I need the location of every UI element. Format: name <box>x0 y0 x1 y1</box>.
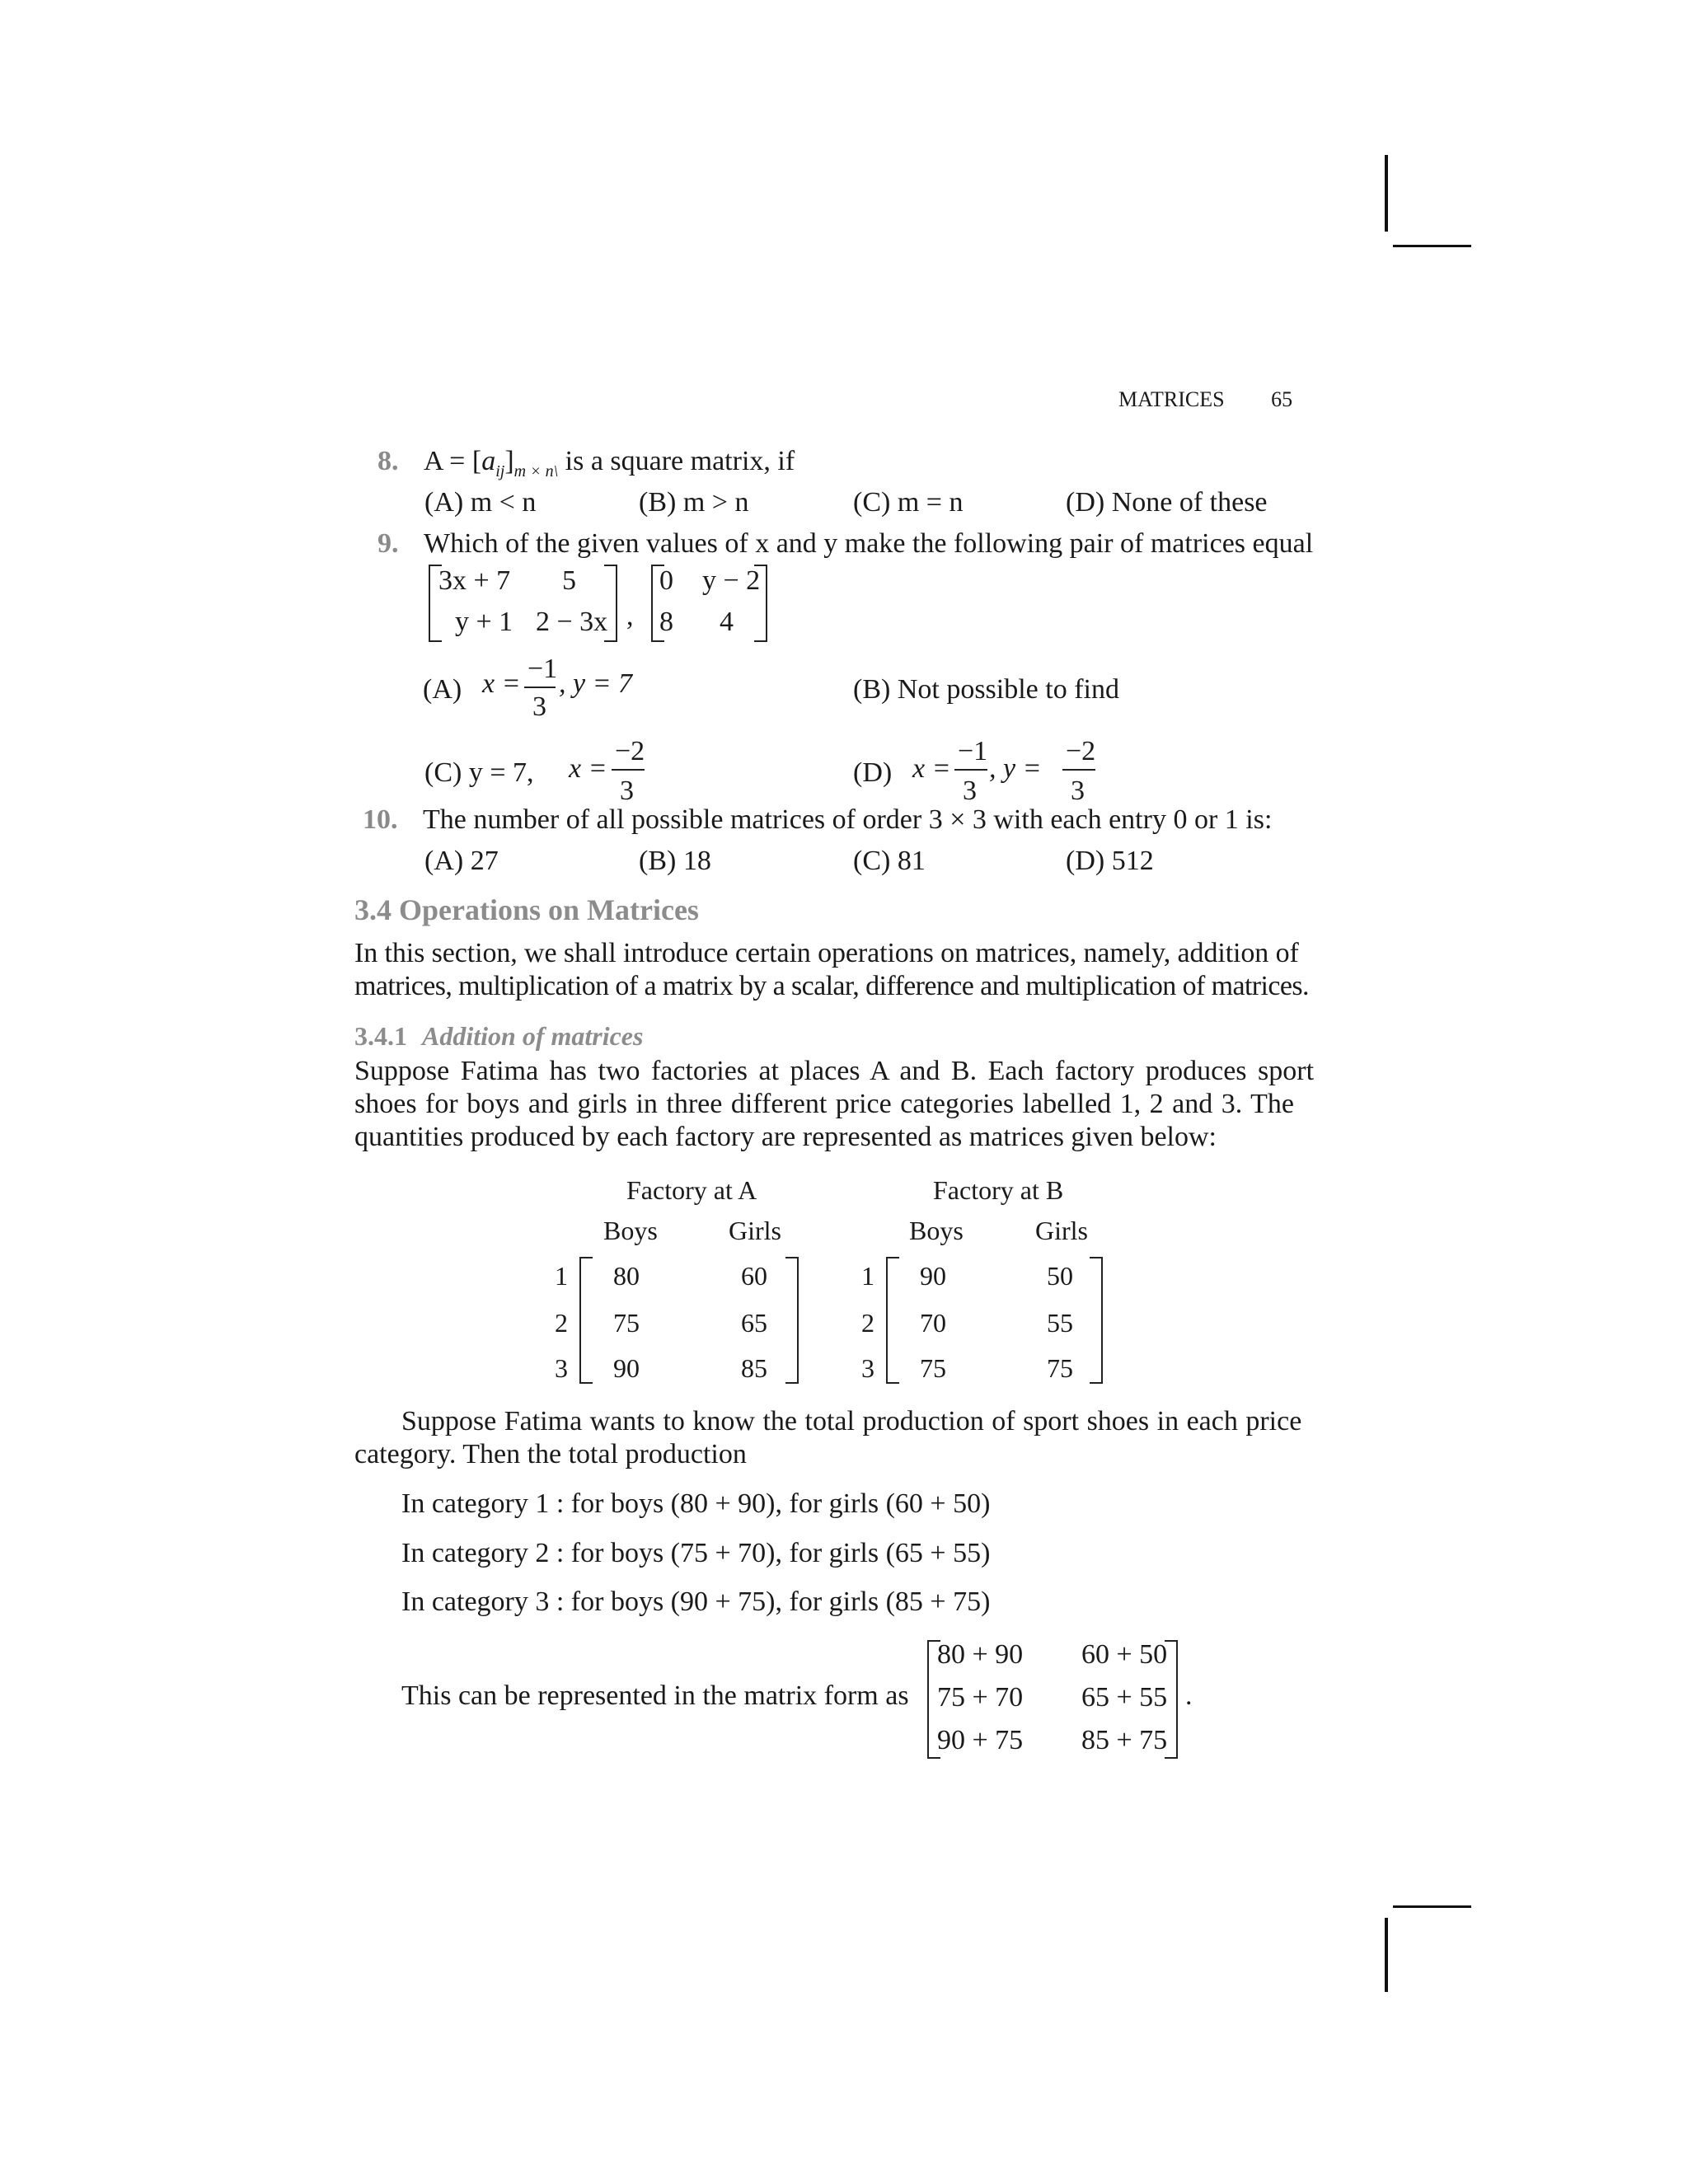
factory-a-title: Factory at A <box>626 1175 757 1205</box>
factory-b-title: Factory at B <box>933 1175 1064 1205</box>
factory-a-cell: 90 <box>613 1353 640 1383</box>
factory-a-cell: 80 <box>613 1261 640 1291</box>
factory-a-right-bracket <box>785 1257 799 1384</box>
factory-a-col-boys: Boys <box>603 1216 658 1245</box>
factory-a-left-bracket <box>579 1257 593 1384</box>
factory-b-cell: 75 <box>920 1353 946 1383</box>
matrix1-cell: 2 − 3x <box>536 607 608 637</box>
matrix1-right-bracket <box>604 565 617 642</box>
crop-mark-bottom-horizontal <box>1393 1905 1471 1908</box>
matrix-comma: , <box>626 601 634 631</box>
q9-option-d-label: (D) <box>853 757 893 788</box>
q8-option-b: (B) m > n <box>639 487 749 518</box>
section-intro-line: In this section, we shall introduce certain operations on matrices, namely, addition of <box>354 938 1299 968</box>
q10-option-c: (C) 81 <box>853 846 926 876</box>
q9-text: Which of the given values of x and y make the following pair of matrices equal <box>424 528 1314 559</box>
matrix1-cell: 3x + 7 <box>438 565 511 596</box>
factory-b-left-bracket <box>886 1257 899 1384</box>
q8-option-a: (A) m < n <box>424 487 537 518</box>
subsection-para-line: Suppose Fatima has two factories at places A and B. Each factory produces sport <box>354 1056 1315 1086</box>
crop-mark-top-horizontal <box>1393 245 1471 247</box>
matrix2-cell: 4 <box>720 607 734 637</box>
q9-option-c-label: (C) y = 7, <box>424 757 534 788</box>
sum-matrix-cell: 80 + 90 <box>937 1639 1024 1670</box>
q9-option-d-den2: 3 <box>1071 776 1085 806</box>
q10-option-b: (B) 18 <box>639 846 711 876</box>
q9-option-d-den1: 3 <box>963 776 977 806</box>
factory-a-row-label: 2 <box>555 1308 568 1338</box>
factory-b-row-label: 3 <box>861 1353 874 1383</box>
question-number: 8. <box>377 446 399 476</box>
q10-text: The number of all possible matrices of order 3 × 3 with each entry 0 or 1 is: <box>423 804 1273 835</box>
factory-a-cell: 65 <box>741 1308 767 1338</box>
matrix1-cell: 5 <box>562 565 576 596</box>
matrix2-cell: 0 <box>659 565 673 596</box>
sum-matrix-cell: 90 + 75 <box>937 1725 1024 1755</box>
matrix-form-period: . <box>1185 1680 1193 1711</box>
fraction-line <box>524 687 556 688</box>
factory-b-cell: 70 <box>920 1308 946 1338</box>
question-number: 10. <box>363 804 398 835</box>
q9-option-d-y: , y = <box>989 753 1042 784</box>
fraction-line <box>612 769 645 771</box>
q8-option-c: (C) m = n <box>853 487 964 518</box>
matrix-form-text: This can be represented in the matrix form as <box>401 1680 909 1711</box>
factory-b-cell: 50 <box>1047 1261 1073 1291</box>
factory-b-cell: 75 <box>1047 1353 1073 1383</box>
q9-option-c-den: 3 <box>620 776 634 806</box>
q10-option-d: (D) 512 <box>1066 846 1154 876</box>
subsection-para-line: quantities produced by each factory are represented as matrices given below: <box>354 1122 1217 1152</box>
q9-option-c-x: x = <box>569 753 607 784</box>
factory-b-col-girls: Girls <box>1035 1216 1088 1245</box>
q8-text-a: A = [ <box>424 446 482 476</box>
sum-matrix-cell: 85 + 75 <box>1081 1725 1168 1755</box>
factory-b-cell: 55 <box>1047 1308 1073 1338</box>
crop-mark-top-vertical <box>1385 155 1388 232</box>
factory-a-col-girls: Girls <box>729 1216 781 1245</box>
factory-a-cell: 60 <box>741 1261 767 1291</box>
q8-option-d: (D) None of these <box>1066 487 1268 518</box>
factory-b-row-label: 2 <box>861 1308 874 1338</box>
factory-a-row-label: 1 <box>555 1261 568 1291</box>
subsection-heading <box>354 1020 643 1052</box>
paragraph-line: category. Then the total production <box>354 1439 747 1469</box>
q10-option-a: (A) 27 <box>424 846 499 876</box>
subsection-title: Addition of matrices <box>422 1021 644 1051</box>
q9-option-d-x: x = <box>912 753 951 784</box>
category-line: In category 1 : for boys (80 + 90), for girls (60 + 50) <box>401 1488 991 1519</box>
q9-option-c-num: −2 <box>615 736 645 766</box>
factory-b-right-bracket <box>1090 1257 1103 1384</box>
sum-matrix-cell: 60 + 50 <box>1081 1639 1168 1670</box>
crop-mark-bottom-vertical <box>1385 1918 1388 1992</box>
factory-b-cell: 90 <box>920 1261 946 1291</box>
fraction-line <box>1062 769 1095 771</box>
factory-b-col-boys: Boys <box>909 1216 964 1245</box>
matrix2-cell: 8 <box>659 607 673 637</box>
matrix2-cell: y − 2 <box>702 565 761 596</box>
question-8 <box>377 445 795 488</box>
q9-option-a-x: x = <box>482 668 521 699</box>
question-number: 9. <box>377 528 399 559</box>
q8-sub-ij: ij <box>495 462 505 480</box>
subsection-number: 3.4.1 <box>354 1021 407 1051</box>
q9-option-a-label: (A) <box>423 674 462 705</box>
q9-option-d-num2: −2 <box>1066 736 1096 766</box>
q8-sub-mn: m × n\ <box>513 462 559 480</box>
q9-option-a-y: , y = 7 <box>559 668 633 699</box>
q8-text-b: is a square matrix, if <box>565 446 795 476</box>
q9-option-a-den: 3 <box>532 691 546 722</box>
q9-option-a-num: −1 <box>528 654 558 684</box>
category-line: In category 2 : for boys (75 + 70), for girls (65 + 55) <box>401 1538 991 1568</box>
sum-matrix-cell: 75 + 70 <box>937 1682 1024 1713</box>
sum-matrix-cell: 65 + 55 <box>1081 1682 1168 1713</box>
paragraph-line: Suppose Fatima wants to know the total production of sport shoes in each price <box>401 1406 1302 1436</box>
question-9 <box>377 527 1313 560</box>
matrix2-right-bracket <box>754 565 767 642</box>
page-number: 65 <box>1271 387 1293 411</box>
question-10 <box>363 804 1272 837</box>
q9-option-b: (B) Not possible to find <box>853 674 1119 705</box>
subsection-para-line: shoes for boys and girls in three different price categories labelled 1, 2 and 3. The <box>354 1089 1294 1119</box>
fraction-line <box>954 769 987 771</box>
factory-b-row-label: 1 <box>861 1261 874 1291</box>
factory-a-cell: 75 <box>613 1308 640 1338</box>
matrix1-cell: y + 1 <box>455 607 513 637</box>
section-heading: 3.4 Operations on Matrices <box>354 893 699 926</box>
q9-option-d-num1: −1 <box>958 736 988 766</box>
factory-a-row-label: 3 <box>555 1353 568 1383</box>
q8-a: a <box>481 446 496 476</box>
category-line: In category 3 : for boys (90 + 75), for girls (85 + 75) <box>401 1586 991 1617</box>
section-intro-line: matrices, multiplication of a matrix by a scalar, difference and multiplication of matrices. <box>354 971 1309 1001</box>
q8-bracket: ] <box>504 446 514 476</box>
header-title: MATRICES <box>1118 387 1225 411</box>
running-header <box>1118 387 1292 412</box>
factory-a-cell: 85 <box>741 1353 767 1383</box>
